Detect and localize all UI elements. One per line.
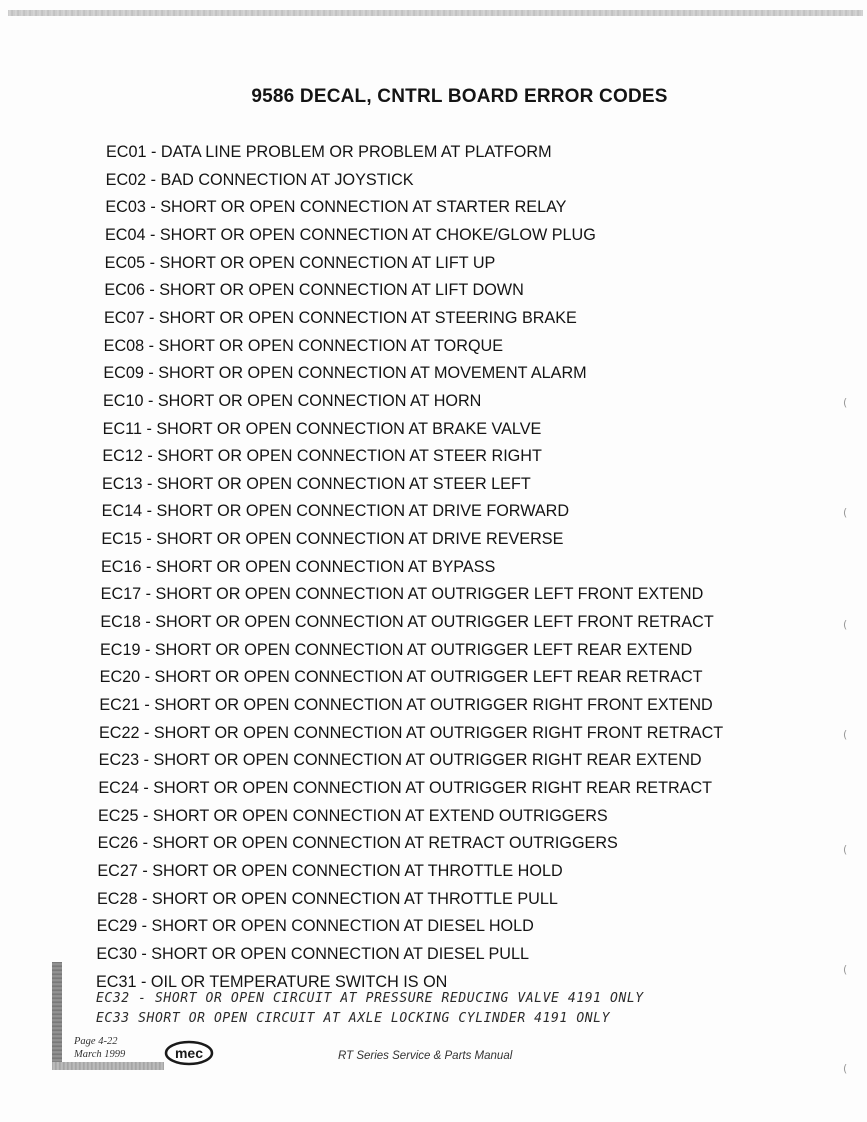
error-code-line: EC11 - SHORT OR OPEN CONNECTION AT BRAKE VALVE [102, 419, 542, 438]
handwritten-line-ec32: EC32 - SHORT OR OPEN CIRCUIT AT PRESSURE REDUCING VALVE 4191 ONLY [96, 991, 644, 1006]
binder-hole-mark: ( [843, 618, 848, 631]
error-code-line: EC15 - SHORT OR OPEN CONNECTION AT DRIVE REVERSE [101, 530, 564, 549]
error-code-line: EC01 - DATA LINE PROBLEM OR PROBLEM AT PLATFORM [106, 143, 552, 161]
error-code-line: EC12 - SHORT OR OPEN CONNECTION AT STEER RIGHT [102, 447, 542, 466]
error-code-line: EC08 - SHORT OR OPEN CONNECTION AT TORQUE [103, 336, 504, 355]
error-code-line: EC18 - SHORT OR OPEN CONNECTION AT OUTRIGGER LEFT FRONT RETRACT [100, 613, 714, 632]
error-code-line: EC30 - SHORT OR OPEN CONNECTION AT DIESEL PULL [96, 944, 530, 963]
binder-hole-mark: ( [843, 506, 848, 519]
binder-hole-mark: ( [843, 963, 848, 976]
binder-hole-mark: ( [843, 396, 848, 409]
error-code-line: EC28 - SHORT OR OPEN CONNECTION AT THROTTLE PULL [97, 889, 558, 908]
error-code-line: EC02 - BAD CONNECTION AT JOYSTICK [105, 170, 414, 189]
error-code-line: EC19 - SHORT OR OPEN CONNECTION AT OUTRIGGER LEFT REAR EXTEND [100, 640, 693, 659]
error-code-line: EC31 - OIL OR TEMPERATURE SWITCH IS ON [96, 972, 448, 991]
error-code-line: EC21 - SHORT OR OPEN CONNECTION AT OUTRIGGER RIGHT FRONT EXTEND [99, 696, 713, 714]
binder-hole-mark: ( [843, 843, 848, 856]
error-code-line: EC23 - SHORT OR OPEN CONNECTION AT OUTRIGGER RIGHT REAR EXTEND [98, 751, 702, 770]
error-code-line: EC06 - SHORT OR OPEN CONNECTION AT LIFT DOWN [104, 281, 524, 300]
error-code-line: EC20 - SHORT OR OPEN CONNECTION AT OUTRIGGER LEFT REAR RETRACT [99, 668, 703, 687]
error-code-line: EC05 - SHORT OR OPEN CONNECTION AT LIFT UP [104, 253, 496, 272]
page-date: March 1999 [74, 1049, 126, 1060]
error-code-line: EC17 - SHORT OR OPEN CONNECTION AT OUTRIGGER LEFT FRONT EXTEND [100, 585, 704, 604]
error-code-line: EC24 - SHORT OR OPEN CONNECTION AT OUTRIGGER RIGHT REAR RETRACT [98, 778, 713, 797]
mec-logo [164, 1040, 214, 1066]
error-code-line: EC27 - SHORT OR OPEN CONNECTION AT THROTTLE HOLD [97, 861, 563, 880]
scan-edge-strip [8, 10, 863, 16]
error-code-line: EC25 - SHORT OR OPEN CONNECTION AT EXTEND OUTRIGGERS [98, 806, 608, 825]
error-code-line: EC04 - SHORT OR OPEN CONNECTION AT CHOKE/GLOW PLUG [105, 225, 596, 244]
error-code-line: EC14 - SHORT OR OPEN CONNECTION AT DRIVE FORWARD [101, 502, 570, 521]
binder-hole-mark: ( [843, 728, 848, 741]
page-number [74, 1035, 125, 1061]
handwritten-line-ec33: EC33 SHORT OR OPEN CIRCUIT AT AXLE LOCKING CYLINDER 4191 ONLY [96, 1011, 611, 1026]
page-label: Page 4-22 [74, 1036, 118, 1047]
error-code-line: EC13 - SHORT OR OPEN CONNECTION AT STEER LEFT [102, 474, 531, 493]
footer-bar [52, 1062, 164, 1070]
error-code-line: EC10 - SHORT OR OPEN CONNECTION AT HORN [103, 391, 482, 410]
error-code-line: EC29 - SHORT OR OPEN CONNECTION AT DIESEL HOLD [96, 917, 534, 936]
error-code-line: EC26 - SHORT OR OPEN CONNECTION AT RETRACT OUTRIGGERS [97, 834, 618, 853]
binder-hole-mark: ( [843, 1062, 848, 1075]
page-title: 9586 DECAL, CNTRL BOARD ERROR CODES [251, 86, 668, 107]
error-code-line: EC03 - SHORT OR OPEN CONNECTION AT STARTER RELAY [105, 198, 567, 217]
margin-bar [52, 962, 62, 1066]
error-code-line: EC22 - SHORT OR OPEN CONNECTION AT OUTRIGGER RIGHT FRONT RETRACT [99, 723, 724, 742]
error-code-line: EC07 - SHORT OR OPEN CONNECTION AT STEERING BRAKE [104, 308, 577, 327]
error-code-line: EC16 - SHORT OR OPEN CONNECTION AT BYPASS [101, 557, 496, 576]
mec-logo-text: mec [174, 1045, 204, 1061]
error-code-line: EC09 - SHORT OR OPEN CONNECTION AT MOVEMENT ALARM [103, 364, 587, 383]
manual-title: RT Series Service & Parts Manual [338, 1050, 513, 1062]
